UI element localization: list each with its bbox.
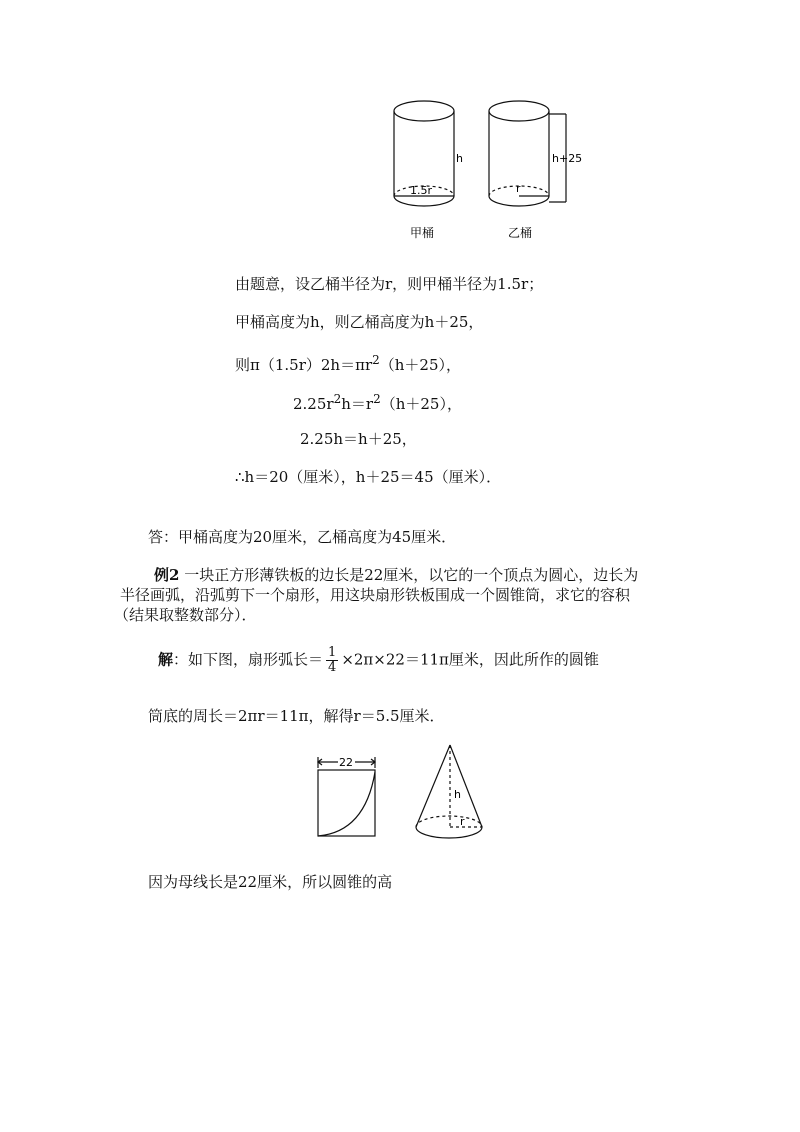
left-height-label: h [456,152,463,165]
right-height-label: h+25 [552,152,583,165]
left-cylinder-caption: 甲桶 [410,226,435,240]
left-cylinder-top [394,101,454,121]
cut-arc [318,772,375,836]
example2-line2: 半径画弧，沿弧剪下一个扇形，用这块扇形铁板围成一个圆锥筒，求它的容积 [120,586,631,604]
right-radius-label: r [516,182,521,195]
sector-and-cone-figure [310,740,510,855]
solution1-line5: 2.25h＝h＋25， [300,430,417,448]
example2-line1: 例2 一块正方形薄铁板的边长是22厘米，以它的一个顶点为圆心，边长为 [154,566,639,584]
square-side-label: 22 [339,756,353,769]
example2-label: 例2 [154,566,180,584]
solution2-line1: 解：如下图，扇形弧长＝ $\frac{1}{4}$ ×2π×22＝11π厘米，因此所作的圆锥 [158,645,599,675]
answer1: 答：甲桶高度为20厘米，乙桶高度为45厘米． [148,528,457,546]
solution1-line3: 则$\pi(1.5r)2h=\pi r^2(h+25)$， [235,353,462,374]
right-cylinder-top [489,101,549,121]
solution1-line2: 甲桶高度为h，则乙桶高度为h＋25， [235,313,484,331]
cone-left-side [416,745,450,827]
solution1-line4: $2.25r^2h=r^2(h+25)$， [293,392,462,413]
cone-height-label: h [454,788,461,801]
left-radius-label: 1.5r [410,184,433,197]
fraction-one-quarter: $\frac{1}{4}$ [328,645,337,675]
cylinders-figure [380,90,600,250]
cone-radius-label: r [460,815,465,828]
example2-line3: （结果取整数部分）． [114,606,257,624]
cone-right-side [450,745,482,827]
solution1-line1: 由题意，设乙桶半径为r，则甲桶半径为1.5r； [235,275,544,293]
right-cylinder-caption: 乙桶 [508,226,533,240]
solution2-label: 解 [158,650,174,669]
solution2-line2: 筒底的周长＝2πr＝11π，解得r＝5.5厘米． [148,707,445,725]
solution2-line3: 因为母线长是22厘米，所以圆锥的高 [148,873,393,891]
solution1-line6: ∴h＝20（厘米），h＋25＝45（厘米）． [235,468,502,486]
